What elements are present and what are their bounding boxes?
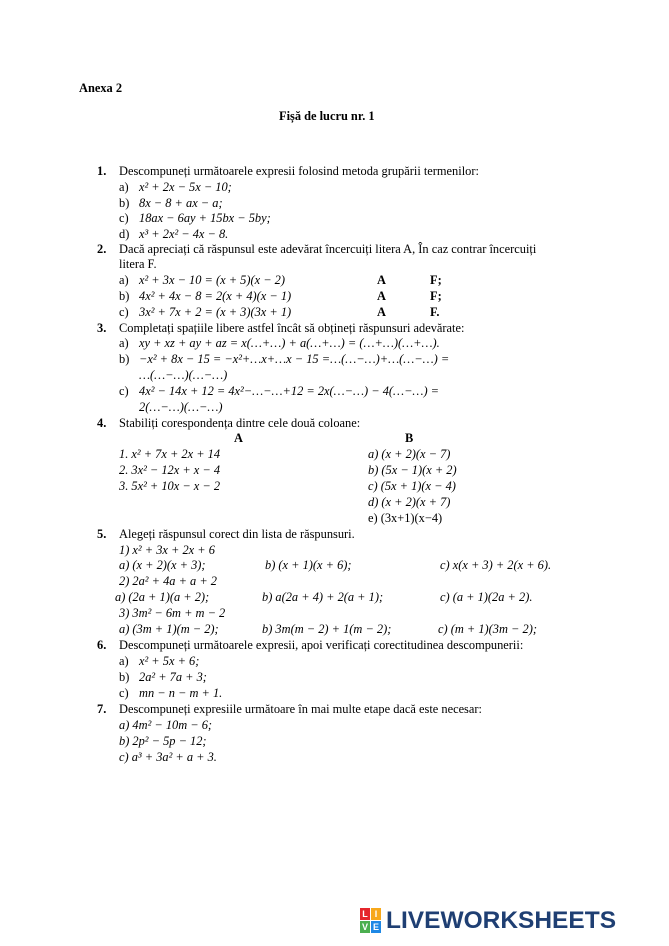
q4-right-a: a) (x + 2)(x − 7): [368, 447, 451, 461]
q6-item-c-expr: mn − n − m + 1.: [139, 686, 223, 700]
q6-item-b-label: b): [119, 670, 130, 684]
q1-text: Descompuneți următoarele expresii folosind metoda grupării termenilor:: [119, 164, 479, 178]
q1-item-c-label: c): [119, 211, 129, 225]
q4-right-b: b) (5x − 1)(x + 2): [368, 463, 457, 477]
q6-number: 6.: [97, 638, 107, 652]
q2-number: 2.: [97, 242, 107, 256]
q4-right-e: e) (3x+1)(x−4): [368, 511, 443, 525]
q5-p3-option-c[interactable]: c) (m + 1)(3m − 2);: [438, 622, 537, 636]
q2-item-c-label: c): [119, 305, 129, 319]
q5-p1-option-b[interactable]: b) (x + 1)(x + 6);: [265, 558, 352, 572]
q3-c-expr-cont: 2(…−…)(…−…): [139, 400, 223, 414]
badge-letter-v: V: [361, 922, 368, 932]
q5-p2-option-b[interactable]: b) a(2a + 4) + 2(a + 1);: [262, 590, 384, 604]
q5-p3-option-b[interactable]: b) 3m(m − 2) + 1(m − 2);: [262, 622, 392, 636]
q3-a-expr: xy + xz + ay + az = x(…+…) + a(…+…) = (…+…)(…+…).: [139, 336, 440, 350]
q2-item-b-false[interactable]: F;: [430, 289, 442, 303]
annex-label: Anexa 2: [79, 81, 123, 95]
badge-letter-e: E: [372, 922, 379, 932]
q3-number: 3.: [97, 321, 107, 335]
q2-text-line2: litera F.: [119, 257, 157, 271]
logo-wordmark: LIVEWORKSHEETS: [386, 907, 617, 934]
q2-text-line1: Dacă apreciați că răspunsul este adevărat încercuiți litera A, În caz contrar încercuiți: [119, 242, 537, 256]
q4-column-a-header: A: [234, 431, 243, 445]
q2-item-c-false[interactable]: F.: [430, 305, 440, 319]
q5-p2-option-a[interactable]: a) (2a + 1)(a + 2);: [115, 590, 210, 604]
q3-c-label: c): [119, 384, 129, 398]
badge-letter-i: I: [371, 908, 381, 920]
q5-text: Alegeți răspunsul corect din lista de răspunsuri.: [119, 527, 355, 541]
q7-item-c: c) a³ + 3a² + a + 3.: [119, 750, 217, 764]
q5-problem-2: 2) 2a² + 4a + a + 2: [119, 574, 217, 588]
q5-p3-option-a[interactable]: a) (3m + 1)(m − 2);: [119, 622, 219, 636]
q1-item-c-expr: 18ax − 6ay + 15bx − 5by;: [139, 211, 271, 225]
q6-item-b-expr: 2a² + 7a + 3;: [139, 670, 207, 684]
q4-right-c: c) (5x + 1)(x − 4): [368, 479, 456, 493]
q3-text: Completați spațiile libere astfel încât să obțineți răspunsuri adevărate:: [119, 321, 465, 335]
q1-number: 1.: [97, 164, 107, 178]
q3-a-label: a): [119, 336, 129, 350]
q1-item-d-label: d): [119, 227, 130, 241]
q4-left-1: 1. x² + 7x + 2x + 14: [119, 447, 221, 461]
q2-item-a-false[interactable]: F;: [430, 273, 442, 287]
badge-letter-l: L: [360, 908, 370, 920]
q7-item-b: b) 2p² − 5p − 12;: [119, 734, 207, 748]
live-badge-icon: [360, 908, 382, 934]
q1-item-a-expr: x² + 2x − 5x − 10;: [139, 180, 232, 194]
q2-item-a-expr: x² + 3x − 10 = (x + 5)(x − 2): [139, 273, 285, 287]
q3-c-expr: 4x² − 14x + 12 = 4x²−…−…+12 = 2x(…−…) − 4(…−…) =: [139, 384, 440, 398]
q5-problem-3: 3) 3m² − 6m + m − 2: [119, 606, 226, 620]
q3-b-expr: −x² + 8x − 15 = −x²+…x+…x − 15 =…(…−…)+…(…−…) =: [139, 352, 450, 366]
q4-left-3: 3. 5x² + 10x − x − 2: [119, 479, 221, 493]
q1-item-b-label: b): [119, 196, 130, 210]
q5-problem-1: 1) x² + 3x + 2x + 6: [119, 543, 215, 557]
q1-item-b-expr: 8x − 8 + ax − a;: [139, 196, 223, 210]
q3-b-label: b): [119, 352, 130, 366]
q2-item-a-label: a): [119, 273, 129, 287]
q5-p2-option-c[interactable]: c) (a + 1)(2a + 2).: [440, 590, 533, 604]
q7-number: 7.: [97, 702, 107, 716]
q2-item-b-true[interactable]: A: [377, 289, 386, 303]
q6-item-a-expr: x² + 5x + 6;: [139, 654, 200, 668]
q2-item-b-label: b): [119, 289, 130, 303]
q7-text: Descompuneți expresiile următoare în mai multe etape dacă este necesar:: [119, 702, 482, 716]
q6-text: Descompuneți următoarele expresii, apoi verificați corectitudinea descompunerii:: [119, 638, 524, 652]
worksheet-title: Fișă de lucru nr. 1: [279, 109, 375, 123]
q4-text: Stabiliți corespondența dintre cele două coloane:: [119, 416, 361, 430]
q6-item-c-label: c): [119, 686, 129, 700]
q2-item-a-true[interactable]: A: [377, 273, 386, 287]
q4-left-2: 2. 3x² − 12x + x − 4: [119, 463, 221, 477]
q1-item-a-label: a): [119, 180, 129, 194]
q2-item-c-expr: 3x² + 7x + 2 = (x + 3)(3x + 1): [139, 305, 292, 319]
q5-number: 5.: [97, 527, 107, 541]
q1-item-d-expr: x³ + 2x² − 4x − 8.: [139, 227, 229, 241]
q5-p1-option-a[interactable]: a) (x + 2)(x + 3);: [119, 558, 206, 572]
q6-item-a-label: a): [119, 654, 129, 668]
q2-item-b-expr: 4x² + 4x − 8 = 2(x + 4)(x − 1): [139, 289, 292, 303]
q4-right-d: d) (x + 2)(x + 7): [368, 495, 451, 509]
q4-number: 4.: [97, 416, 107, 430]
q5-p1-option-c[interactable]: c) x(x + 3) + 2(x + 6).: [440, 558, 552, 572]
q3-b-expr-cont: …(…−…)(…−…): [139, 368, 228, 382]
q7-item-a: a) 4m² − 10m − 6;: [119, 718, 213, 732]
q4-column-b-header: B: [405, 431, 414, 445]
q2-item-c-true[interactable]: A: [377, 305, 386, 319]
